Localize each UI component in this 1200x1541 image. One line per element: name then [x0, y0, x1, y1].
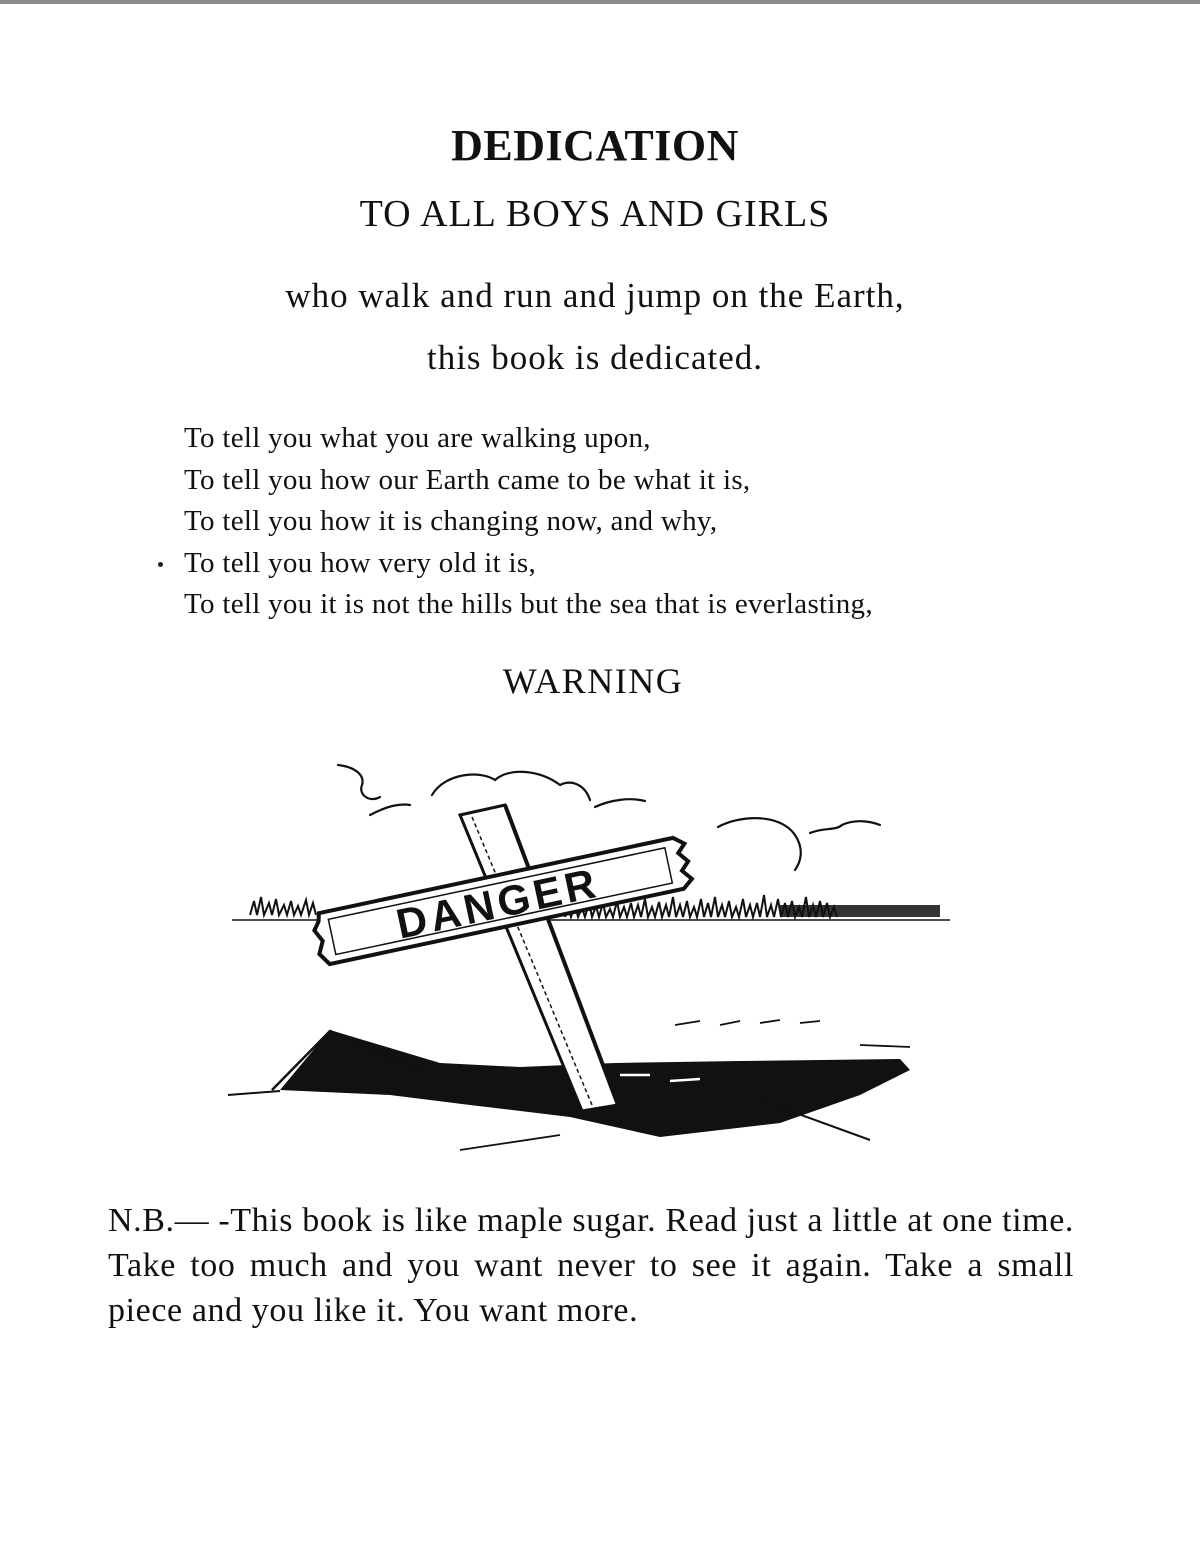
purpose-item: To tell you how our Earth came to be what it is, — [184, 463, 751, 496]
dedication-line-2: this book is dedicated. — [426, 338, 763, 377]
stray-dot — [158, 562, 163, 567]
purpose-item: To tell you how it is changing now, and why, — [184, 505, 718, 537]
dedication-title: DEDICATION — [451, 121, 739, 170]
danger-sign-text: DANGER — [392, 858, 604, 948]
purpose-item: To tell you what you are walking upon, — [184, 422, 651, 454]
dedication-subtitle: TO ALL BOYS AND GIRLS — [359, 193, 831, 235]
purpose-item: To tell you how very old it is, — [184, 546, 537, 579]
dedication-line-1: who walk and run and jump on the Earth, — [285, 276, 905, 315]
purpose-list — [184, 418, 1104, 626]
warning-heading: WARNING — [502, 661, 684, 701]
top-border — [0, 0, 1200, 4]
sign-post — [460, 805, 618, 1111]
danger-sign-illustration — [220, 745, 960, 1165]
purpose-item: To tell you it is not the hills but the sea that is everlasting, — [184, 588, 873, 620]
nb-note: N.B.— -This book is like maple sugar. Read just a little at one time. Take too much and you want never to see it again. Take a small piece and you like it. You want more. — [108, 1202, 1074, 1329]
